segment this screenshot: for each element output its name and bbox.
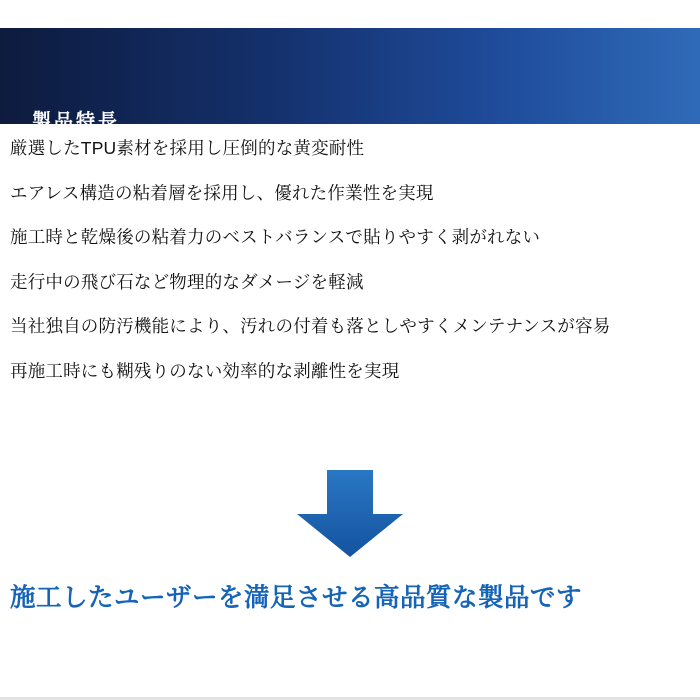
list-item: 施工時と乾燥後の粘着力のベストバランスで貼りやすく剥がれない [10, 227, 541, 247]
list-item: 再施工時にも糊残りのない効率的な剥離性を実現 [10, 360, 400, 381]
arrow-down-icon [295, 470, 405, 558]
header-band [0, 28, 700, 132]
page-title: 製品特長 [32, 111, 121, 132]
arrow-container [0, 470, 700, 570]
list-item: 厳選したTPU素材を採用し圧倒的な黄変耐性 [10, 138, 365, 158]
conclusion-text: 施工したユーザーを満足させる高品質な製品です [10, 584, 583, 612]
list-item: 走行中の飛び石など物理的なダメージを軽減 [10, 271, 364, 292]
list-item: エアレス構造の粘着層を採用し、優れた作業性を実現 [10, 182, 434, 203]
feature-list [10, 140, 690, 407]
list-item: 当社独自の防汚機能により、汚れの付着も落としやすくメンテナンスが容易 [10, 316, 611, 336]
